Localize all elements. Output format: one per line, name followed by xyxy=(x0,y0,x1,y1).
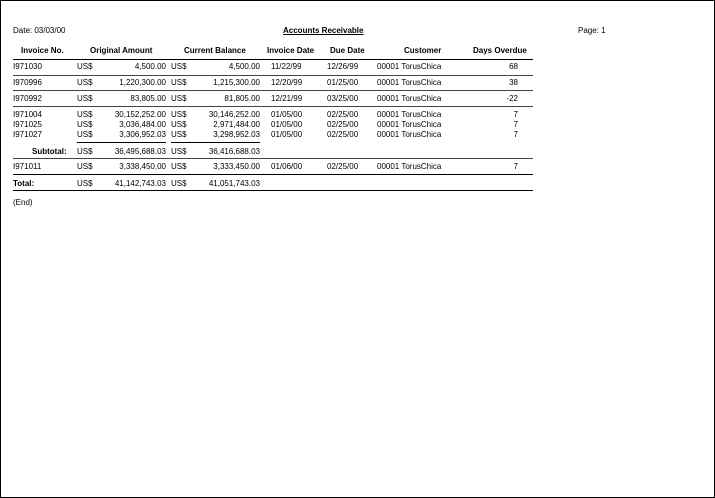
row-original-currency: US$ xyxy=(77,110,93,119)
row-days-overdue: 38 xyxy=(509,78,518,87)
total-balance-currency: US$ xyxy=(171,179,187,188)
row-original-currency: US$ xyxy=(77,162,93,171)
col-current-balance: Current Balance xyxy=(184,46,246,55)
row-invoice-date: 01/05/00 xyxy=(271,120,303,129)
row-original-currency: US$ xyxy=(77,130,93,139)
row-invoice-date: 12/20/99 xyxy=(271,78,303,87)
row-invoice-no: I971027 xyxy=(13,130,42,139)
col-due-date: Due Date xyxy=(330,46,365,55)
subtotal-label: Subtotal: xyxy=(32,147,67,156)
row-current-balance: 4,500.00 xyxy=(228,62,260,71)
row-original-currency: US$ xyxy=(77,78,93,87)
row-customer: 00001 TorusChica xyxy=(377,62,442,71)
page-number: Page: 1 xyxy=(578,26,606,35)
subtotal-balance-currency: US$ xyxy=(171,147,187,156)
report-date: Date: 03/03/00 xyxy=(13,26,66,35)
row-customer: 00001 TorusChica xyxy=(377,78,442,87)
row-current-balance: 3,298,952.03 xyxy=(213,130,260,139)
row-due-date: 02/25/00 xyxy=(327,162,359,171)
total-original-amount: 41,142,743.03 xyxy=(114,179,166,188)
row-original-amount: 4,500.00 xyxy=(134,62,166,71)
row-current-balance: 3,333,450.00 xyxy=(213,162,260,171)
row-original-currency: US$ xyxy=(77,62,93,71)
row-due-date: 02/25/00 xyxy=(327,110,359,119)
row-invoice-date: 01/05/00 xyxy=(271,130,303,139)
col-original-amount: Original Amount xyxy=(90,46,153,55)
row-current-balance: 1,215,300.00 xyxy=(213,78,260,87)
row-invoice-no: I971011 xyxy=(13,162,42,171)
row-days-overdue: 7 xyxy=(513,110,518,119)
group-separator xyxy=(13,106,533,107)
row-days-overdue: 7 xyxy=(513,120,518,129)
total-rule-top xyxy=(13,174,533,175)
row-balance-currency: US$ xyxy=(171,110,187,119)
row-due-date: 12/26/99 xyxy=(327,62,359,71)
group-separator xyxy=(13,75,533,76)
row-due-date: 01/25/00 xyxy=(327,78,359,87)
row-invoice-date: 01/06/00 xyxy=(271,162,303,171)
subtotal-rule-original xyxy=(77,142,166,143)
row-due-date: 02/25/00 xyxy=(327,130,359,139)
col-customer: Customer xyxy=(404,46,442,55)
row-balance-currency: US$ xyxy=(171,94,187,103)
subtotal-current-balance: 36,416,688.03 xyxy=(208,147,260,156)
header-rule xyxy=(13,59,533,60)
row-due-date: 03/25/00 xyxy=(327,94,359,103)
row-original-amount: 3,306,952.03 xyxy=(119,130,166,139)
row-days-overdue: 68 xyxy=(509,62,518,71)
subtotal-original-amount: 36,495,688.03 xyxy=(114,147,166,156)
row-invoice-date: 11/22/99 xyxy=(271,62,302,71)
row-original-amount: 3,036,484.00 xyxy=(119,120,166,129)
row-days-overdue: -22 xyxy=(506,94,518,103)
col-days-overdue: Days Overdue xyxy=(473,46,527,55)
row-original-currency: US$ xyxy=(77,120,93,129)
subtotal-original-currency: US$ xyxy=(77,147,93,156)
row-balance-currency: US$ xyxy=(171,162,187,171)
col-invoice-no: Invoice No. xyxy=(21,46,64,55)
row-invoice-no: I970992 xyxy=(13,94,42,103)
subtotal-rule-balance xyxy=(171,142,260,143)
row-customer: 00001 TorusChica xyxy=(377,162,442,171)
row-original-currency: US$ xyxy=(77,94,93,103)
group-separator xyxy=(13,158,533,159)
row-invoice-no: I971030 xyxy=(13,62,42,71)
row-balance-currency: US$ xyxy=(171,120,187,129)
row-customer: 00001 TorusChica xyxy=(377,120,442,129)
report-title: Accounts Receivable xyxy=(283,26,364,35)
row-original-amount: 1,220,300.00 xyxy=(119,78,166,87)
row-customer: 00001 TorusChica xyxy=(377,110,442,119)
total-original-currency: US$ xyxy=(77,179,93,188)
total-current-balance: 41,051,743.03 xyxy=(208,179,260,188)
row-current-balance: 30,146,252.00 xyxy=(208,110,260,119)
group-separator xyxy=(13,90,533,91)
total-label: Total: xyxy=(13,179,35,188)
row-balance-currency: US$ xyxy=(171,78,187,87)
row-days-overdue: 7 xyxy=(513,162,518,171)
row-current-balance: 2,971,484.00 xyxy=(213,120,260,129)
row-balance-currency: US$ xyxy=(171,62,187,71)
row-original-amount: 30,152,252.00 xyxy=(114,110,166,119)
row-balance-currency: US$ xyxy=(171,130,187,139)
row-invoice-date: 01/05/00 xyxy=(271,110,303,119)
report-end: (End) xyxy=(13,198,33,207)
row-invoice-date: 12/21/99 xyxy=(271,94,303,103)
row-invoice-no: I971004 xyxy=(13,110,42,119)
row-invoice-no: I971025 xyxy=(13,120,42,129)
row-current-balance: 81,805.00 xyxy=(224,94,260,103)
col-invoice-date: Invoice Date xyxy=(267,46,315,55)
row-original-amount: 83,805.00 xyxy=(130,94,166,103)
total-rule-bottom xyxy=(13,190,533,191)
row-customer: 00001 TorusChica xyxy=(377,130,442,139)
row-original-amount: 3,338,450.00 xyxy=(119,162,166,171)
row-customer: 00001 TorusChica xyxy=(377,94,442,103)
row-invoice-no: I970996 xyxy=(13,78,42,87)
row-due-date: 02/25/00 xyxy=(327,120,359,129)
row-days-overdue: 7 xyxy=(513,130,518,139)
